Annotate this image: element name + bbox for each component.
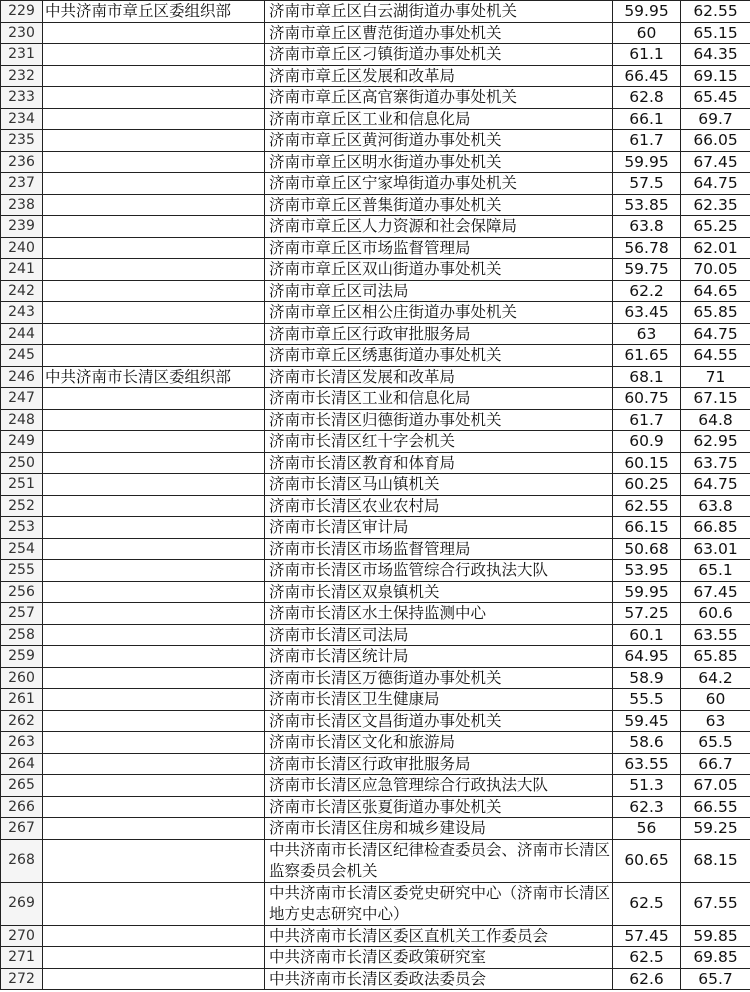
organizer-cell — [43, 345, 265, 367]
table-row — [1, 925, 750, 947]
row-number-cell: 266 — [1, 796, 43, 818]
unit-name-cell: 济南市章丘区市场监督管理局 — [265, 237, 613, 259]
row-number-cell: 265 — [1, 775, 43, 797]
table-row — [1, 1, 750, 23]
score-2-cell: 65.5 — [681, 732, 750, 754]
score-2-cell: 69.85 — [681, 947, 750, 969]
table-row — [1, 839, 750, 882]
score-1-cell: 61.65 — [613, 345, 681, 367]
organizer-cell — [43, 947, 265, 969]
score-1-cell: 59.95 — [613, 581, 681, 603]
score-1-cell: 63.8 — [613, 216, 681, 238]
table-row — [1, 603, 750, 625]
score-1-cell: 55.5 — [613, 689, 681, 711]
score-1-cell: 60.15 — [613, 452, 681, 474]
score-1-cell: 60.9 — [613, 431, 681, 453]
table-row — [1, 560, 750, 582]
organizer-cell — [43, 151, 265, 173]
table-row — [1, 173, 750, 195]
row-number-cell: 238 — [1, 194, 43, 216]
unit-name-cell: 济南市长清区教育和体育局 — [265, 452, 613, 474]
score-2-cell: 66.7 — [681, 753, 750, 775]
row-number-cell: 264 — [1, 753, 43, 775]
score-2-cell: 71 — [681, 366, 750, 388]
row-number-cell: 256 — [1, 581, 43, 603]
table-row — [1, 194, 750, 216]
organizer-cell — [43, 603, 265, 625]
score-2-cell: 67.15 — [681, 388, 750, 410]
row-number-cell: 271 — [1, 947, 43, 969]
row-number-cell: 272 — [1, 968, 43, 990]
table-row — [1, 65, 750, 87]
table-row — [1, 667, 750, 689]
unit-name-cell: 济南市长清区住房和城乡建设局 — [265, 818, 613, 840]
score-1-cell: 59.75 — [613, 259, 681, 281]
row-number-cell: 241 — [1, 259, 43, 281]
row-number-cell: 261 — [1, 689, 43, 711]
row-number-cell: 246 — [1, 366, 43, 388]
score-1-cell: 56.78 — [613, 237, 681, 259]
score-2-cell: 63.75 — [681, 452, 750, 474]
unit-name-cell: 济南市长清区应急管理综合行政执法大队 — [265, 775, 613, 797]
row-number-cell: 248 — [1, 409, 43, 431]
row-number-cell: 262 — [1, 710, 43, 732]
organizer-cell — [43, 732, 265, 754]
row-number-cell: 251 — [1, 474, 43, 496]
unit-name-cell: 济南市长清区张夏街道办事处机关 — [265, 796, 613, 818]
unit-name-cell: 济南市长清区文昌街道办事处机关 — [265, 710, 613, 732]
organizer-cell — [43, 710, 265, 732]
score-1-cell: 58.6 — [613, 732, 681, 754]
table-row — [1, 753, 750, 775]
organizer-cell — [43, 796, 265, 818]
row-number-cell: 269 — [1, 882, 43, 925]
organizer-cell — [43, 65, 265, 87]
score-1-cell: 64.95 — [613, 646, 681, 668]
row-number-cell: 244 — [1, 323, 43, 345]
score-2-cell: 66.05 — [681, 130, 750, 152]
organizer-cell — [43, 538, 265, 560]
score-2-cell: 65.15 — [681, 22, 750, 44]
row-number-cell: 231 — [1, 44, 43, 66]
organizer-cell — [43, 753, 265, 775]
table-row — [1, 796, 750, 818]
unit-name-cell: 济南市章丘区发展和改革局 — [265, 65, 613, 87]
row-number-cell: 258 — [1, 624, 43, 646]
score-1-cell: 63 — [613, 323, 681, 345]
unit-name-cell: 济南市长清区马山镇机关 — [265, 474, 613, 496]
table-row — [1, 818, 750, 840]
row-number-cell: 230 — [1, 22, 43, 44]
unit-name-cell: 济南市章丘区双山街道办事处机关 — [265, 259, 613, 281]
organizer-cell — [43, 302, 265, 324]
unit-name-cell: 济南市章丘区人力资源和社会保障局 — [265, 216, 613, 238]
table-row — [1, 947, 750, 969]
organizer-cell — [43, 280, 265, 302]
row-number-cell: 260 — [1, 667, 43, 689]
score-2-cell: 64.65 — [681, 280, 750, 302]
organizer-cell — [43, 882, 265, 925]
score-1-cell: 57.25 — [613, 603, 681, 625]
unit-name-cell: 济南市章丘区宁家埠街道办事处机关 — [265, 173, 613, 195]
table-row — [1, 624, 750, 646]
score-2-cell: 62.01 — [681, 237, 750, 259]
unit-name-cell: 济南市章丘区绣惠街道办事处机关 — [265, 345, 613, 367]
score-2-cell: 64.35 — [681, 44, 750, 66]
score-2-cell: 67.55 — [681, 882, 750, 925]
score-2-cell: 66.85 — [681, 517, 750, 539]
score-2-cell: 60.6 — [681, 603, 750, 625]
table-row — [1, 882, 750, 925]
score-1-cell: 50.68 — [613, 538, 681, 560]
organizer-cell — [43, 452, 265, 474]
table-row — [1, 968, 750, 990]
unit-name-cell: 济南市章丘区工业和信息化局 — [265, 108, 613, 130]
score-2-cell: 63.55 — [681, 624, 750, 646]
score-2-cell: 62.95 — [681, 431, 750, 453]
organizer-cell — [43, 925, 265, 947]
table-row — [1, 452, 750, 474]
organizer-cell — [43, 194, 265, 216]
table-row — [1, 732, 750, 754]
unit-name-cell: 济南市长清区文化和旅游局 — [265, 732, 613, 754]
row-number-cell: 254 — [1, 538, 43, 560]
score-1-cell: 62.2 — [613, 280, 681, 302]
unit-name-cell: 济南市章丘区高官寨街道办事处机关 — [265, 87, 613, 109]
row-number-cell: 259 — [1, 646, 43, 668]
score-1-cell: 59.45 — [613, 710, 681, 732]
unit-name-cell: 济南市长清区万德街道办事处机关 — [265, 667, 613, 689]
table-row — [1, 775, 750, 797]
row-number-cell: 236 — [1, 151, 43, 173]
organizer-cell — [43, 108, 265, 130]
score-1-cell: 56 — [613, 818, 681, 840]
unit-name-cell: 中共济南市长清区纪律检查委员会、济南市长清区监察委员会机关 — [265, 839, 613, 882]
unit-name-cell: 济南市长清区归德街道办事处机关 — [265, 409, 613, 431]
row-number-cell: 255 — [1, 560, 43, 582]
score-2-cell: 68.15 — [681, 839, 750, 882]
organizer-cell — [43, 87, 265, 109]
organizer-cell — [43, 173, 265, 195]
unit-name-cell: 济南市章丘区刁镇街道办事处机关 — [265, 44, 613, 66]
score-1-cell: 63.55 — [613, 753, 681, 775]
organizer-cell — [43, 216, 265, 238]
row-number-cell: 242 — [1, 280, 43, 302]
score-1-cell: 59.95 — [613, 151, 681, 173]
row-number-cell: 257 — [1, 603, 43, 625]
unit-name-cell: 济南市长清区发展和改革局 — [265, 366, 613, 388]
row-number-cell: 247 — [1, 388, 43, 410]
organizer-cell — [43, 818, 265, 840]
organizer-cell — [43, 388, 265, 410]
organizer-cell — [43, 44, 265, 66]
row-number-cell: 250 — [1, 452, 43, 474]
table-row — [1, 689, 750, 711]
score-2-cell: 64.55 — [681, 345, 750, 367]
score-1-cell: 62.5 — [613, 882, 681, 925]
organizer-cell: 中共济南市章丘区委组织部 — [43, 1, 265, 23]
score-1-cell: 62.8 — [613, 87, 681, 109]
score-2-cell: 67.45 — [681, 581, 750, 603]
score-1-cell: 60.25 — [613, 474, 681, 496]
unit-name-cell: 济南市长清区水土保持监测中心 — [265, 603, 613, 625]
row-number-cell: 270 — [1, 925, 43, 947]
organizer-cell — [43, 775, 265, 797]
unit-name-cell: 济南市长清区行政审批服务局 — [265, 753, 613, 775]
organizer-cell — [43, 22, 265, 44]
organizer-cell — [43, 646, 265, 668]
unit-name-cell: 济南市长清区卫生健康局 — [265, 689, 613, 711]
row-number-cell: 235 — [1, 130, 43, 152]
score-2-cell: 65.45 — [681, 87, 750, 109]
organizer-cell — [43, 560, 265, 582]
score-1-cell: 61.7 — [613, 130, 681, 152]
row-number-cell: 240 — [1, 237, 43, 259]
organizer-cell: 中共济南市长清区委组织部 — [43, 366, 265, 388]
score-2-cell: 62.55 — [681, 1, 750, 23]
table-row — [1, 130, 750, 152]
row-number-cell: 237 — [1, 173, 43, 195]
score-1-cell: 53.85 — [613, 194, 681, 216]
score-2-cell: 64.8 — [681, 409, 750, 431]
score-2-cell: 65.7 — [681, 968, 750, 990]
score-2-cell: 63.8 — [681, 495, 750, 517]
score-1-cell: 66.45 — [613, 65, 681, 87]
table-row — [1, 710, 750, 732]
row-number-cell: 232 — [1, 65, 43, 87]
score-2-cell: 65.1 — [681, 560, 750, 582]
row-number-cell: 267 — [1, 818, 43, 840]
organizer-cell — [43, 624, 265, 646]
score-2-cell: 67.45 — [681, 151, 750, 173]
score-1-cell: 61.1 — [613, 44, 681, 66]
organizer-cell — [43, 237, 265, 259]
score-1-cell: 66.15 — [613, 517, 681, 539]
organizer-cell — [43, 409, 265, 431]
score-1-cell: 53.95 — [613, 560, 681, 582]
row-number-cell: 245 — [1, 345, 43, 367]
unit-name-cell: 中共济南市长清区委政法委员会 — [265, 968, 613, 990]
table-row — [1, 259, 750, 281]
unit-name-cell: 济南市章丘区白云湖街道办事处机关 — [265, 1, 613, 23]
unit-name-cell: 济南市长清区市场监管综合行政执法大队 — [265, 560, 613, 582]
unit-name-cell: 济南市长清区双泉镇机关 — [265, 581, 613, 603]
score-2-cell: 60 — [681, 689, 750, 711]
score-1-cell: 62.5 — [613, 947, 681, 969]
table-row — [1, 151, 750, 173]
table-row — [1, 44, 750, 66]
score-1-cell: 59.95 — [613, 1, 681, 23]
score-1-cell: 57.5 — [613, 173, 681, 195]
score-2-cell: 59.25 — [681, 818, 750, 840]
organizer-cell — [43, 259, 265, 281]
score-1-cell: 60.65 — [613, 839, 681, 882]
unit-name-cell: 中共济南市长清区委党史研究中心（济南市长清区地方史志研究中心） — [265, 882, 613, 925]
table-row — [1, 538, 750, 560]
score-1-cell: 62.3 — [613, 796, 681, 818]
table-row — [1, 345, 750, 367]
organizer-cell — [43, 431, 265, 453]
row-number-cell: 263 — [1, 732, 43, 754]
score-1-cell: 68.1 — [613, 366, 681, 388]
table-row — [1, 431, 750, 453]
unit-name-cell: 济南市长清区司法局 — [265, 624, 613, 646]
unit-name-cell: 济南市章丘区行政审批服务局 — [265, 323, 613, 345]
score-2-cell: 64.75 — [681, 474, 750, 496]
unit-name-cell: 中共济南市长清区委政策研究室 — [265, 947, 613, 969]
row-number-cell: 249 — [1, 431, 43, 453]
score-1-cell: 51.3 — [613, 775, 681, 797]
unit-name-cell: 济南市章丘区普集街道办事处机关 — [265, 194, 613, 216]
score-2-cell: 64.75 — [681, 323, 750, 345]
organizer-cell — [43, 130, 265, 152]
score-2-cell: 65.25 — [681, 216, 750, 238]
table-row — [1, 87, 750, 109]
unit-name-cell: 济南市长清区审计局 — [265, 517, 613, 539]
unit-name-cell: 济南市章丘区司法局 — [265, 280, 613, 302]
table-row — [1, 280, 750, 302]
score-table-body — [1, 1, 750, 990]
unit-name-cell: 济南市章丘区明水街道办事处机关 — [265, 151, 613, 173]
score-2-cell: 63.01 — [681, 538, 750, 560]
score-2-cell: 64.2 — [681, 667, 750, 689]
unit-name-cell: 济南市长清区农业农村局 — [265, 495, 613, 517]
row-number-cell: 253 — [1, 517, 43, 539]
row-number-cell: 252 — [1, 495, 43, 517]
score-2-cell: 62.35 — [681, 194, 750, 216]
unit-name-cell: 济南市章丘区曹范街道办事处机关 — [265, 22, 613, 44]
score-1-cell: 60 — [613, 22, 681, 44]
organizer-cell — [43, 839, 265, 882]
organizer-cell — [43, 323, 265, 345]
table-row — [1, 302, 750, 324]
score-2-cell: 63 — [681, 710, 750, 732]
row-number-cell: 234 — [1, 108, 43, 130]
organizer-cell — [43, 968, 265, 990]
table-row — [1, 474, 750, 496]
organizer-cell — [43, 495, 265, 517]
score-2-cell: 69.15 — [681, 65, 750, 87]
score-2-cell: 64.75 — [681, 173, 750, 195]
score-2-cell: 65.85 — [681, 302, 750, 324]
score-1-cell: 60.75 — [613, 388, 681, 410]
table-row — [1, 323, 750, 345]
score-1-cell: 63.45 — [613, 302, 681, 324]
score-1-cell: 58.9 — [613, 667, 681, 689]
table-row — [1, 495, 750, 517]
score-1-cell: 62.6 — [613, 968, 681, 990]
table-row — [1, 409, 750, 431]
organizer-cell — [43, 689, 265, 711]
table-row — [1, 22, 750, 44]
score-1-cell: 62.55 — [613, 495, 681, 517]
score-1-cell: 57.45 — [613, 925, 681, 947]
score-2-cell: 69.7 — [681, 108, 750, 130]
score-2-cell: 66.55 — [681, 796, 750, 818]
row-number-cell: 239 — [1, 216, 43, 238]
table-row — [1, 517, 750, 539]
table-row — [1, 216, 750, 238]
score-2-cell: 65.85 — [681, 646, 750, 668]
row-number-cell: 268 — [1, 839, 43, 882]
organizer-cell — [43, 667, 265, 689]
table-row — [1, 581, 750, 603]
score-2-cell: 59.85 — [681, 925, 750, 947]
table-row — [1, 366, 750, 388]
unit-name-cell: 济南市长清区工业和信息化局 — [265, 388, 613, 410]
score-1-cell: 60.1 — [613, 624, 681, 646]
unit-name-cell: 济南市长清区统计局 — [265, 646, 613, 668]
row-number-cell: 243 — [1, 302, 43, 324]
row-number-cell: 233 — [1, 87, 43, 109]
table-row — [1, 108, 750, 130]
score-2-cell: 70.05 — [681, 259, 750, 281]
row-number-cell: 229 — [1, 1, 43, 23]
table-row — [1, 388, 750, 410]
table-row — [1, 237, 750, 259]
unit-name-cell: 中共济南市长清区委区直机关工作委员会 — [265, 925, 613, 947]
score-1-cell: 61.7 — [613, 409, 681, 431]
unit-name-cell: 济南市章丘区相公庄街道办事处机关 — [265, 302, 613, 324]
unit-name-cell: 济南市长清区红十字会机关 — [265, 431, 613, 453]
table-row — [1, 646, 750, 668]
organizer-cell — [43, 517, 265, 539]
unit-name-cell: 济南市章丘区黄河街道办事处机关 — [265, 130, 613, 152]
unit-name-cell: 济南市长清区市场监督管理局 — [265, 538, 613, 560]
score-2-cell: 67.05 — [681, 775, 750, 797]
organizer-cell — [43, 581, 265, 603]
organizer-cell — [43, 474, 265, 496]
score-1-cell: 66.1 — [613, 108, 681, 130]
